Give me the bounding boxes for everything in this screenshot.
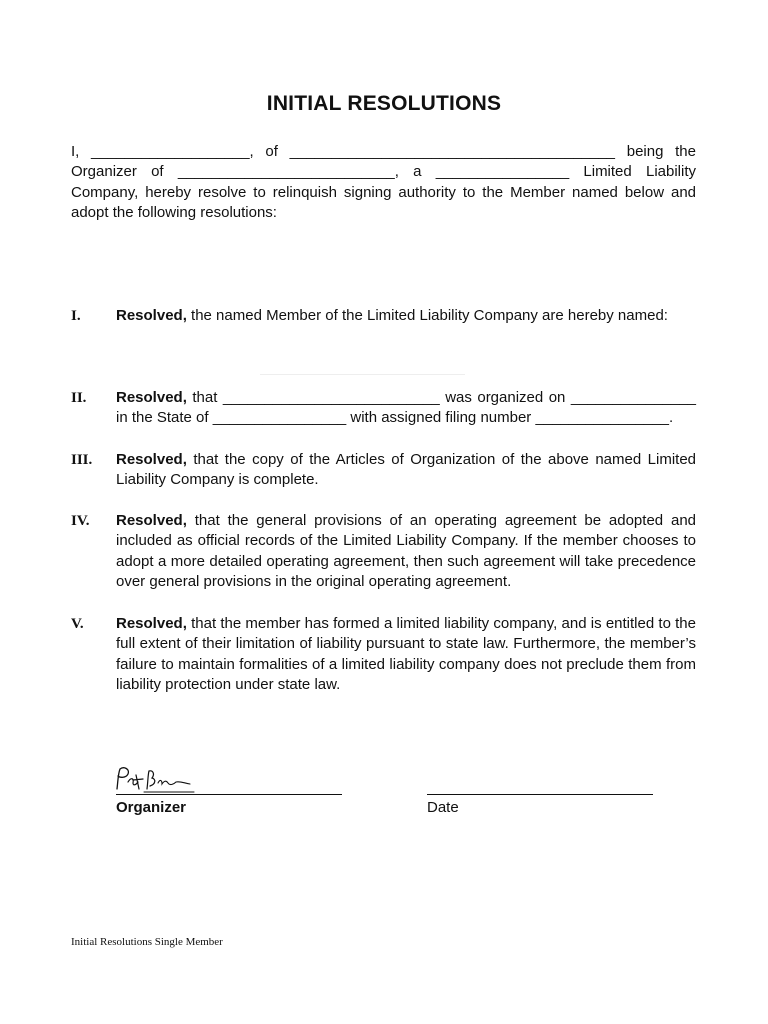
organizer-label: Organizer (116, 799, 187, 816)
resolution-body (116, 614, 696, 696)
resolution-lead: Resolved, (116, 389, 187, 406)
resolution-3 (71, 450, 696, 491)
resolution-text: the named Member of the Limited Liability Company are hereby named: (186, 307, 668, 324)
resolution-lead: Resolved, (116, 615, 187, 632)
date-label: Date (427, 799, 459, 816)
organizer-signature-line (116, 794, 342, 795)
resolution-body (116, 306, 696, 326)
resolution-body (116, 511, 696, 593)
resolution-numeral: IV. (71, 513, 90, 529)
resolution-2 (71, 388, 696, 429)
resolution-1 (71, 306, 696, 326)
intro-paragraph: I, ___________________, of _______________________________________ being the Organizer of __________________________, a ________________ Limited Liability Company, hereby resolve to relinquish signing authority to the Member named below and adopt the following resolutions: (71, 143, 696, 222)
resolution-lead: Resolved, (116, 512, 187, 529)
resolution-numeral: V. (71, 616, 84, 632)
resolution-text: that __________________________ was organized on _______________ in the State of ________________ with assigned filing number ________________. (116, 389, 696, 427)
document-title: INITIAL RESOLUTIONS (266, 92, 502, 115)
resolution-body (116, 450, 696, 491)
resolution-numeral: III. (71, 452, 93, 468)
resolution-5 (71, 614, 696, 696)
page-footer: Initial Resolutions Single Member (71, 936, 223, 948)
resolution-lead: Resolved, (116, 307, 187, 324)
resolution-body (116, 388, 696, 429)
resolution-numeral: II. (71, 390, 87, 406)
resolution-numeral: I. (71, 308, 81, 324)
resolution-text: that the general provisions of an operating agreement be adopted and included as official records of the Limited Liability Company. If the member chooses to adopt a more detailed operating agreement, then such agreement will take precedence over general provisions in the original operating agreement. (116, 512, 696, 591)
resolution-text: that the copy of the Articles of Organization of the above named Limited Liability Company is complete. (116, 451, 696, 489)
resolution-text: that the member has formed a limited liability company, and is entitled to the full extent of their limitation of liability pursuant to state law. Furthermore, the member’s failure to maintain formalities of a limited liability company does not preclude them from liability protection under state law. (116, 615, 696, 694)
member-name-line (260, 374, 465, 375)
handwritten-signature (114, 765, 196, 795)
resolution-lead: Resolved, (116, 451, 187, 468)
resolution-4 (71, 511, 696, 593)
date-line (427, 794, 653, 795)
